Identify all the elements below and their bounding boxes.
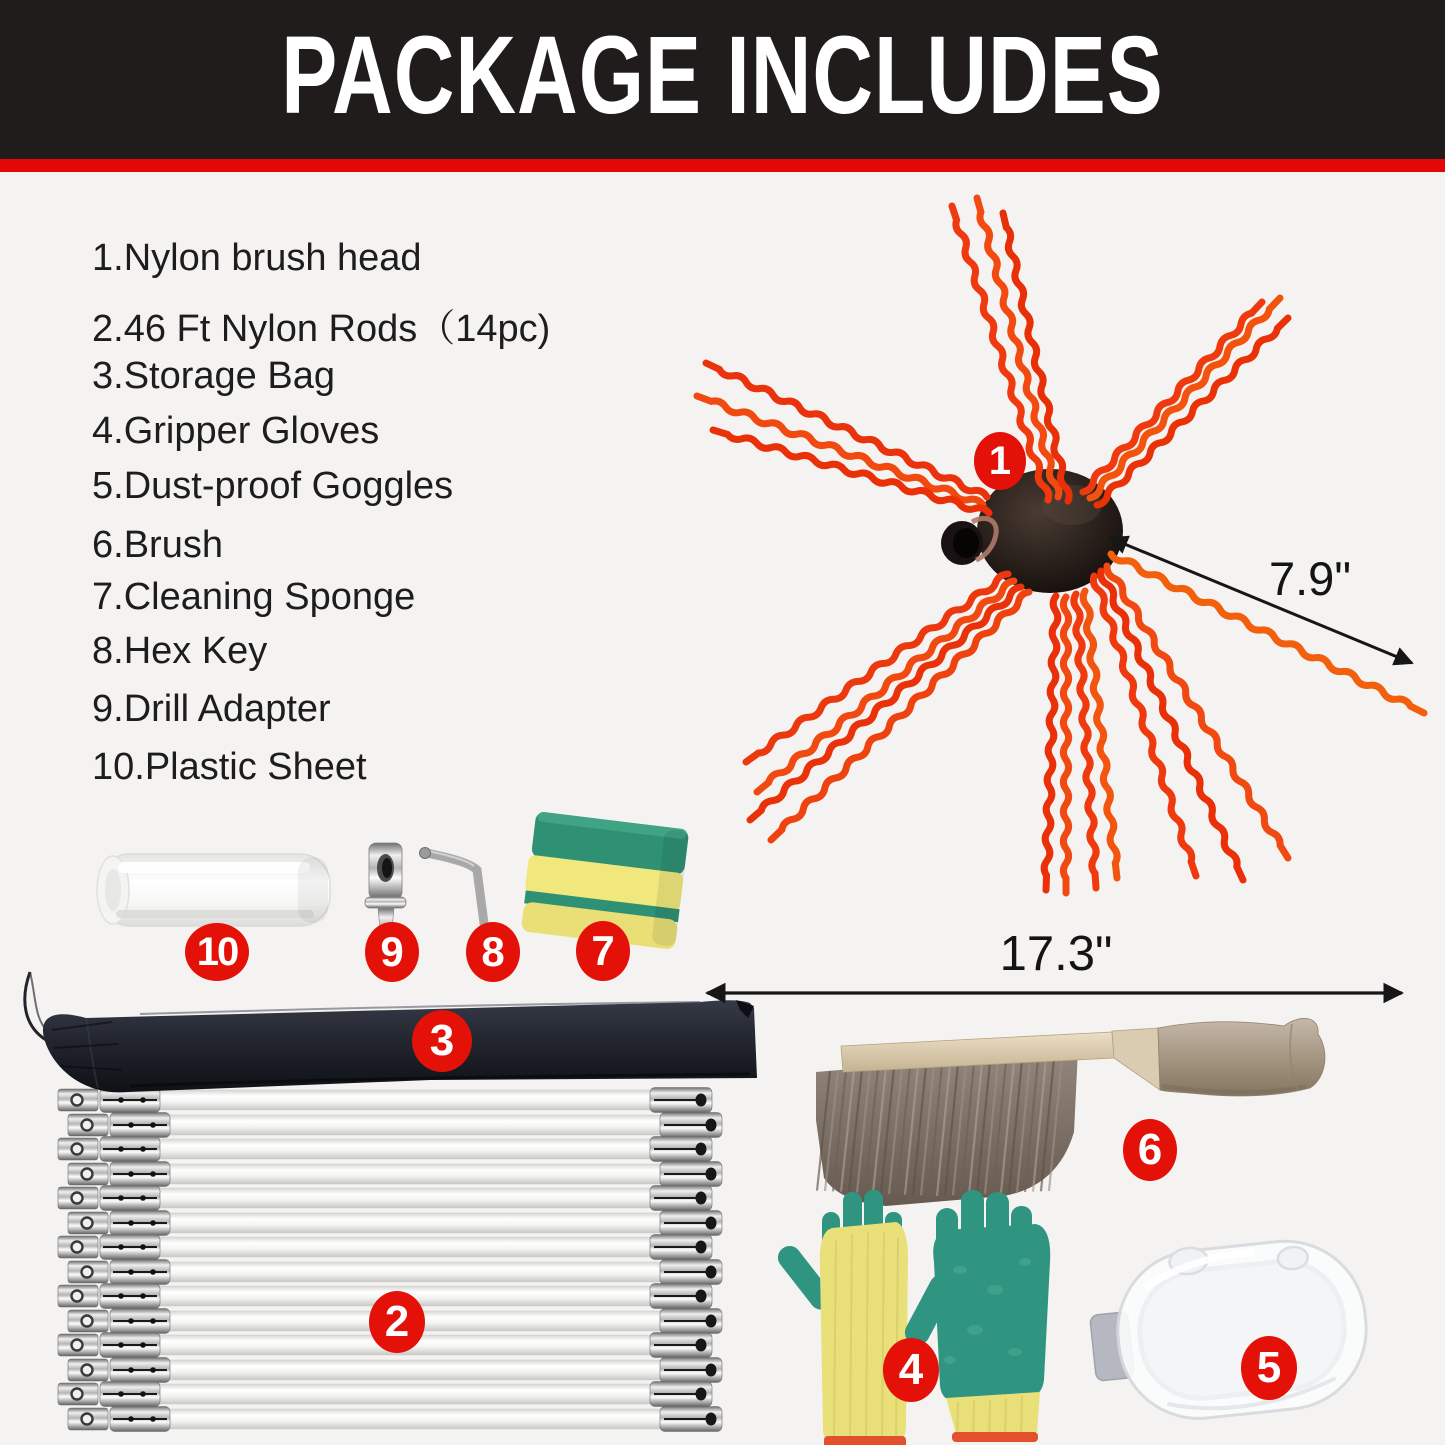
whip-strand xyxy=(1063,597,1068,893)
brush-head-width-label: 7.9" xyxy=(1268,552,1352,605)
hand-brush-illustration xyxy=(816,1018,1325,1206)
rod xyxy=(68,1162,722,1187)
badge-10: 10 xyxy=(185,923,249,981)
rod xyxy=(68,1358,722,1383)
whip-strand xyxy=(1101,571,1243,880)
list-item-4: 4.Gripper Gloves xyxy=(92,410,380,452)
list-item-7: 7.Cleaning Sponge xyxy=(92,576,416,618)
whip-strand xyxy=(1090,298,1280,498)
list-item-9: 9.Drill Adapter xyxy=(92,688,331,730)
list-item-10: 10.Plastic Sheet xyxy=(92,746,367,788)
badge-1: 1 xyxy=(974,432,1026,490)
whip-strand xyxy=(713,430,989,513)
list-item-5: 5.Dust-proof Goggles xyxy=(92,465,454,507)
whip-strand xyxy=(1107,566,1288,858)
header-banner xyxy=(0,0,1445,159)
rod xyxy=(68,1211,722,1236)
badge-4: 4 xyxy=(883,1338,939,1402)
rods-length-label: 17.3" xyxy=(999,927,1113,981)
badge-3: 3 xyxy=(412,1010,472,1072)
badge-8: 8 xyxy=(466,922,520,982)
whip-strand xyxy=(757,581,1014,792)
badge-6: 6 xyxy=(1123,1119,1177,1181)
whip-strand xyxy=(750,587,1021,820)
whip-strand xyxy=(706,363,987,497)
red-stripe-divider xyxy=(0,159,1445,172)
badge-7: 7 xyxy=(576,921,630,981)
badge-5: 5 xyxy=(1241,1336,1297,1400)
gripper-gloves-illustration xyxy=(773,1190,1050,1445)
rod xyxy=(58,1186,712,1211)
nylon-rods-illustration xyxy=(58,1088,722,1432)
list-item-8: 8.Hex Key xyxy=(92,630,268,672)
list-item-6: 6.Brush xyxy=(92,524,223,566)
rod xyxy=(68,1407,722,1432)
list-item-3: 3.Storage Bag xyxy=(92,355,335,397)
badge-2: 2 xyxy=(369,1291,425,1353)
whip-strand xyxy=(697,396,983,505)
rod xyxy=(68,1260,722,1285)
whip-strand xyxy=(1083,302,1262,492)
whip-strand xyxy=(1093,576,1196,876)
whip-strand xyxy=(1097,318,1288,505)
rod xyxy=(58,1088,712,1113)
storage-bag-illustration xyxy=(25,972,757,1092)
goggles-illustration xyxy=(1084,1230,1374,1429)
rod xyxy=(58,1235,712,1260)
rod xyxy=(68,1113,722,1138)
rod xyxy=(58,1137,712,1162)
list-item-2: 2.46 Ft Nylon Rods（14pc) xyxy=(92,308,551,350)
plastic-sheet-illustration xyxy=(97,854,330,926)
list-item-1: 1.Nylon brush head xyxy=(92,237,422,279)
rod xyxy=(58,1382,712,1407)
nylon-brush-head-illustration xyxy=(697,198,1424,893)
whip-strand xyxy=(1044,596,1058,890)
badge-9: 9 xyxy=(365,922,419,982)
page-title: PACKAGE INCLUDES xyxy=(281,12,1164,137)
